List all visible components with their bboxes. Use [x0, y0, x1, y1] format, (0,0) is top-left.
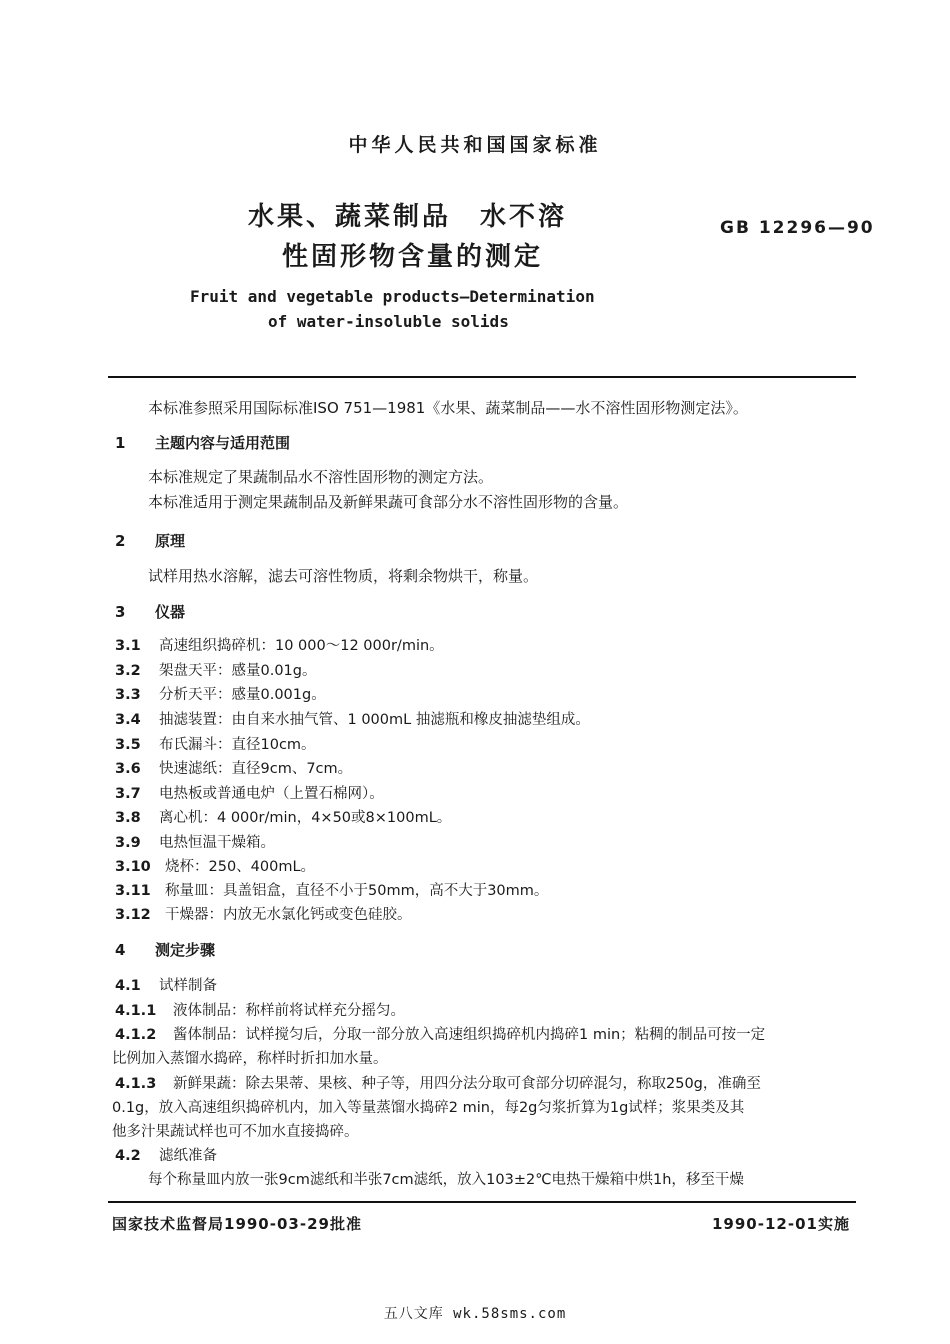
item-text: 分析天平：感量0.001g。	[159, 687, 326, 703]
list-item	[115, 661, 317, 681]
section-title: 原理	[155, 532, 186, 550]
top-divider	[108, 376, 856, 378]
item-number: 3.9	[115, 835, 141, 851]
title-cn-line2: 性固形物含量的测定	[282, 242, 544, 272]
item-text: 干燥器：内放无水氯化钙或变色硅胶。	[165, 907, 412, 923]
item-number: 3.5	[115, 737, 141, 753]
item-text: 离心机：4 000r/min，4×50或8×100mL。	[159, 810, 452, 826]
item-text: 试样制备	[159, 978, 217, 994]
list-item	[115, 1025, 765, 1045]
item-text: 架盘天平：感量0.01g。	[159, 663, 317, 679]
subsection-4-1-heading	[115, 976, 217, 996]
bottom-divider	[108, 1201, 856, 1203]
watermark: 五八文库 wk.58sms.com	[383, 1306, 567, 1322]
section-2-heading	[115, 531, 185, 551]
item-number: 3.3	[115, 687, 141, 703]
section-title: 仪器	[155, 603, 186, 621]
list-item	[115, 881, 548, 901]
list-item	[115, 905, 412, 925]
list-item	[115, 833, 275, 853]
section-number: 4	[115, 941, 126, 959]
paragraph-continuation: 他多汁果蔬试样也可不加水直接捣碎。	[112, 1124, 359, 1140]
item-text: 布氏漏斗：直径10cm。	[159, 737, 316, 753]
item-number: 3.4	[115, 712, 141, 728]
effective-date: 1990-12-01实施	[712, 1215, 850, 1233]
section-3-heading	[115, 602, 185, 622]
list-item	[115, 1074, 761, 1094]
section-1-heading	[115, 433, 290, 453]
item-number: 4.1.3	[115, 1076, 157, 1092]
item-text: 液体制品：称样前将试样充分摇匀。	[173, 1003, 405, 1019]
list-item	[115, 636, 444, 656]
item-text: 高速组织捣碎机：10 000～12 000r/min。	[159, 638, 444, 654]
title-en-line2: of water-insoluble solids	[268, 312, 509, 331]
section-4-heading	[115, 940, 215, 960]
list-item	[115, 710, 590, 730]
item-number: 4.1.1	[115, 1003, 157, 1019]
section-1-paragraph-2: 本标准适用于测定果蔬制品及新鲜果蔬可食部分水不溶性固形物的含量。	[148, 493, 629, 511]
item-number: 3.1	[115, 638, 141, 654]
subsection-4-2-paragraph: 每个称量皿内放一张9cm滤纸和半张7cm滤纸，放入103±2℃电热干燥箱中烘1h，移至干燥	[148, 1172, 744, 1188]
item-text: 电热恒温干燥箱。	[159, 835, 275, 851]
section-number: 1	[115, 434, 126, 452]
intro-paragraph: 本标准参照采用国际标准ISO 751—1981《水果、蔬菜制品——水不溶性固形物测定法》。	[148, 399, 748, 417]
list-item	[115, 759, 352, 779]
approval-date: 国家技术监督局1990-03-29批准	[112, 1215, 362, 1233]
list-item	[115, 857, 315, 877]
national-standard-header: 中华人民共和国国家标准	[348, 134, 602, 156]
list-item	[115, 735, 316, 755]
item-number: 3.2	[115, 663, 141, 679]
list-item	[115, 784, 384, 804]
list-item	[115, 685, 326, 705]
item-text: 烧杯：250、400mL。	[165, 859, 316, 875]
title-cn-line1: 水果、蔬菜制品 水不溶	[248, 202, 568, 232]
section-title: 测定步骤	[155, 941, 216, 959]
item-number: 3.6	[115, 761, 141, 777]
standard-code: GB 12296—90	[720, 218, 875, 238]
item-number: 4.1	[115, 978, 141, 994]
section-number: 3	[115, 603, 126, 621]
item-number: 3.8	[115, 810, 141, 826]
item-text: 新鲜果蔬：除去果蒂、果核、种子等，用四分法分取可食部分切碎混匀，称取250g，准确至	[173, 1076, 761, 1092]
item-text: 称量皿：具盖铝盒，直径不小于50mm，高不大于30mm。	[165, 883, 549, 899]
section-number: 2	[115, 532, 126, 550]
item-number: 4.2	[115, 1148, 141, 1164]
item-number: 4.1.2	[115, 1027, 157, 1043]
paragraph-continuation: 0.1g，放入高速组织捣碎机内，加入等量蒸馏水捣碎2 min，每2g匀浆折算为1g试样；浆果类及其	[112, 1100, 745, 1116]
section-1-paragraph-1: 本标准规定了果蔬制品水不溶性固形物的测定方法。	[148, 468, 494, 486]
item-text: 快速滤纸：直径9cm、7cm。	[159, 761, 353, 777]
item-number: 3.10	[115, 859, 151, 875]
title-en-line1: Fruit and vegetable products—Determination	[190, 287, 595, 306]
item-number: 3.11	[115, 883, 151, 899]
subsection-4-2-heading	[115, 1146, 217, 1166]
list-item	[115, 808, 451, 828]
item-text: 电热板或普通电炉（上置石棉网）。	[159, 786, 384, 802]
item-number: 3.7	[115, 786, 141, 802]
item-text: 酱体制品：试样搅匀后，分取一部分放入高速组织捣碎机内捣碎1 min；粘稠的制品可按一定	[173, 1027, 766, 1043]
section-title: 主题内容与适用范围	[155, 434, 291, 452]
item-text: 抽滤装置：由自来水抽气管、1 000mL 抽滤瓶和橡皮抽滤垫组成。	[159, 712, 590, 728]
section-2-paragraph-1: 试样用热水溶解，滤去可溶性物质，将剩余物烘干，称量。	[148, 567, 539, 585]
item-text: 滤纸准备	[159, 1148, 217, 1164]
item-number: 3.12	[115, 907, 151, 923]
paragraph-continuation: 比例加入蒸馏水捣碎，称样时折扣加水量。	[112, 1051, 388, 1067]
list-item	[115, 1001, 405, 1021]
